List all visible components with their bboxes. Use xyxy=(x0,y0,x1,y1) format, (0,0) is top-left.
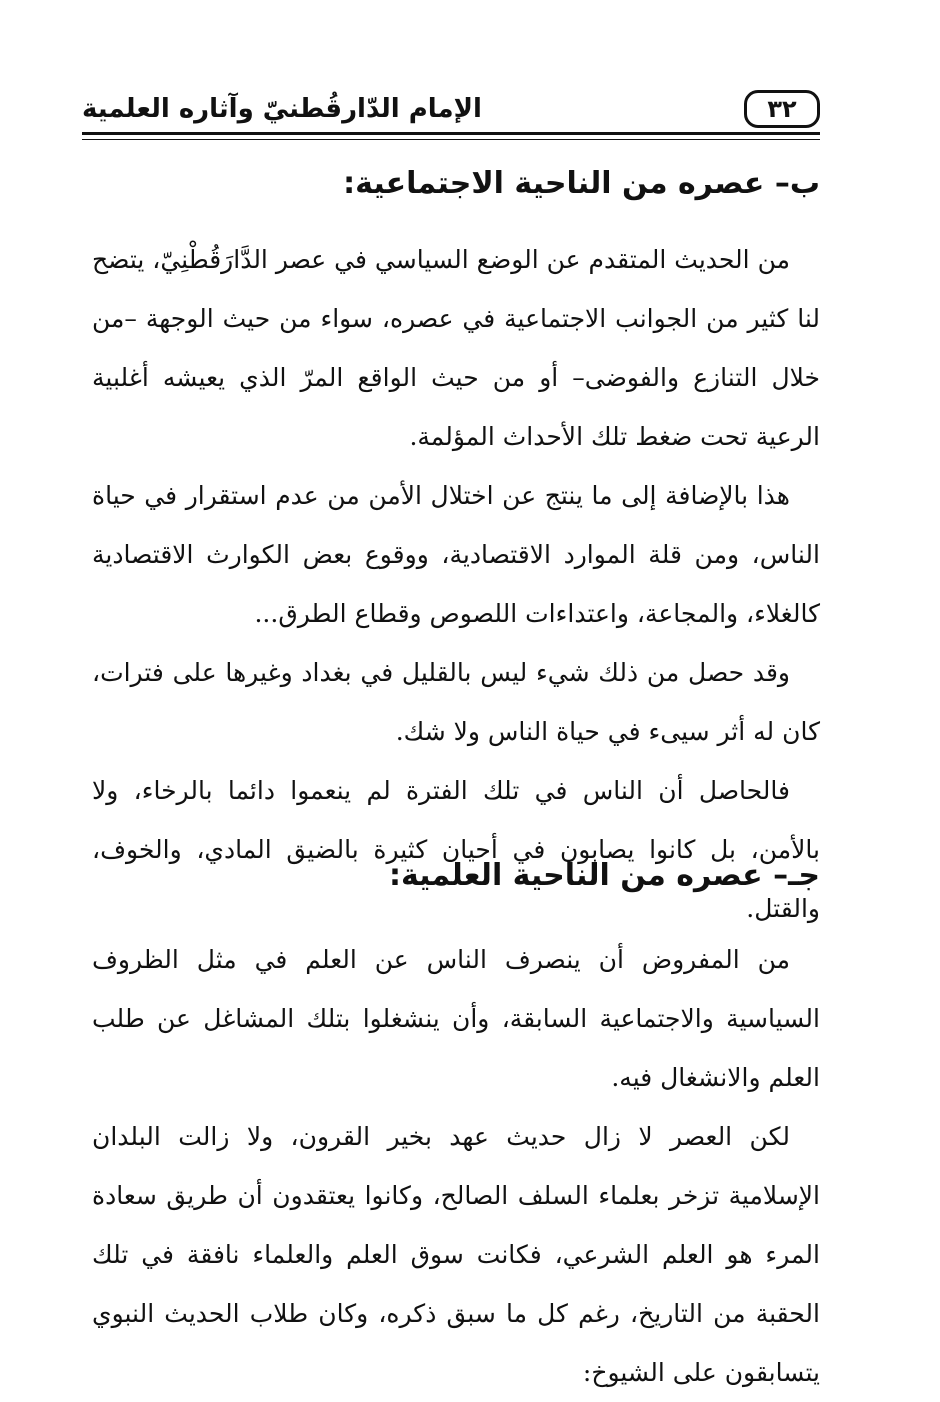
page-header xyxy=(82,82,820,140)
page-number: ٣٢ xyxy=(744,90,820,128)
paragraph: من الحديث المتقدم عن الوضع السياسي في عصر الدَّارَقُطْنِيّ، يتضح لنا كثير من الجوانب الاجتماعية في عصره، سواء من حيث الوجهة –من خلال التنازع والفوضى– أو من حيث الواقع المرّ الذي يعيشه أغلبية الرعية تحت ضغط تلك الأحداث المؤلمة. xyxy=(92,245,820,451)
section-heading-social: ب– عصره من الناحية الاجتماعية: xyxy=(343,166,820,201)
section-body-social xyxy=(92,230,820,938)
paragraph: لكن العصر لا زال حديث عهد بخير القرون، ولا زالت البلدان الإسلامية تزخر بعلماء السلف الصالح، وكانوا يعتقدون أن طريق سعادة المرء هو العلم الشرعي، فكانت سوق العلم والعلماء نافقة في تلك الحقبة من التاريخ، رغم كل ما سبق ذكره، وكان طلاب الحديث النبوي يتسابقون على الشيوخ: xyxy=(92,1122,820,1387)
paragraph: هذا بالإضافة إلى ما ينتج عن اختلال الأمن من عدم استقرار في حياة الناس، ومن قلة الموارد الاقتصادية، ووقوع بعض الكوارث الاقتصادية كالغلاء، والمجاعة، واعتداءات اللصوص وقطاع الطرق... xyxy=(92,481,820,628)
paragraph: فالحاصل أن الناس في تلك الفترة لم ينعموا دائما بالرخاء، ولا بالأمن، بل كانوا يصابون في أحيان كثيرة بالضيق المادي، والخوف، والقتل. xyxy=(92,776,820,923)
section-heading-scholarly: جـ– عصره من الناحية العلمية: xyxy=(388,858,820,893)
header-divider xyxy=(82,132,820,140)
paragraph: من المفروض أن ينصرف الناس عن العلم في مثل الظروف السياسية والاجتماعية السابقة، وأن ينشغلوا بتلك المشاغل عن طلب العلم والانشغال فيه. xyxy=(92,945,820,1092)
running-title: الإمام الدّارقُطنيّ وآثاره العلمية xyxy=(82,94,482,124)
paragraph: وقد حصل من ذلك شيء ليس بالقليل في بغداد وغيرها على فترات، كان له أثر سيىء في حياة الناس ولا شك. xyxy=(92,658,820,746)
section-body-scholarly xyxy=(92,930,820,1402)
